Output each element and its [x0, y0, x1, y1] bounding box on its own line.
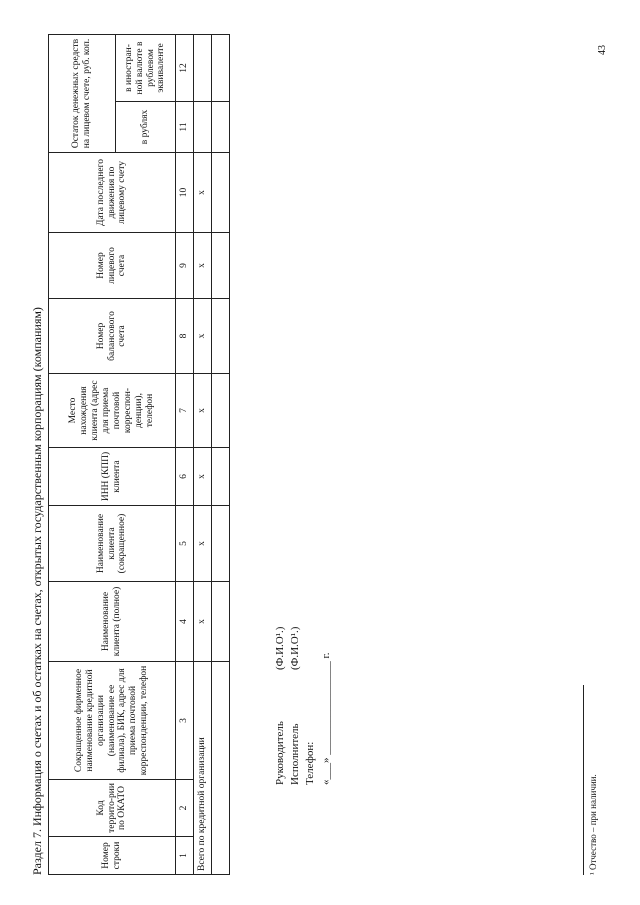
blank-cell [212, 448, 230, 506]
header-client-inn: ИНН (КПП) клиента [49, 448, 176, 506]
accounts-table [48, 34, 230, 875]
header-row [49, 34, 116, 874]
blank-cell [212, 299, 230, 374]
total-mark: x [194, 299, 212, 374]
header-client-short-name: Наименование клиента (сокращенное) [49, 506, 176, 582]
column-numbers-row [176, 34, 194, 874]
total-mark: x [194, 233, 212, 299]
date-line: «___» _________________ г. [320, 652, 332, 785]
blank-row [212, 34, 230, 874]
total-cell-empty [194, 102, 212, 153]
total-mark: x [194, 506, 212, 582]
column-number: 1 [176, 837, 194, 875]
column-number: 10 [176, 153, 194, 233]
header-client-full-name: Наименование клиента (полное) [49, 582, 176, 662]
executor-fio: (Ф.И.О¹.) [289, 626, 301, 670]
head-fio: (Ф.И.О¹.) [274, 626, 286, 670]
footnote-divider [583, 685, 584, 875]
footnote: ¹ Отчество – при наличии. [588, 774, 598, 875]
blank-cell [212, 506, 230, 582]
header-balance-group: Остаток денежных средств на лицевом счете, руб. коп. [49, 34, 116, 152]
header-line-number: Номер строки [49, 837, 176, 875]
column-number: 5 [176, 506, 194, 582]
head-label: Руководитель [274, 721, 286, 785]
total-row-label: Всего по кредитной организации [194, 662, 212, 875]
executor-label: Исполнитель [289, 723, 301, 785]
blank-cell [212, 582, 230, 662]
header-personal-account: Номер лицевого счета [49, 233, 176, 299]
page-number: 43 [597, 45, 608, 55]
header-balance-foreign: в иностран-ной валюте в рублевом эквиваленте [116, 34, 176, 101]
blank-cell [212, 233, 230, 299]
header-balance-account: Номер балансового счета [49, 299, 176, 374]
column-number: 9 [176, 233, 194, 299]
section-title: Раздел 7. Информация о счетах и об остатках на счетах, открытых государственным корпорациям (компаниям) [30, 307, 44, 875]
blank-cell [212, 662, 230, 875]
header-bank-name: Сокращенное фирменное наименование кредитной организации (наименование ее филиала), БИК, адрес для приема почтовой корреспонденции, телефон [49, 662, 176, 780]
column-number: 11 [176, 102, 194, 153]
table-container [48, 35, 230, 875]
column-number: 8 [176, 299, 194, 374]
blank-cell [212, 34, 230, 101]
header-client-address: Место нахождения клиента (адрес для приема почтовой корреспон-денции), телефон [49, 374, 176, 448]
header-okato-code: Код террито-рии по ОКАТО [49, 780, 176, 837]
column-number: 12 [176, 34, 194, 101]
blank-cell [212, 153, 230, 233]
column-number: 3 [176, 662, 194, 780]
total-cell-empty [194, 34, 212, 101]
blank-cell [212, 374, 230, 448]
column-number: 7 [176, 374, 194, 448]
total-mark: x [194, 153, 212, 233]
column-number: 6 [176, 448, 194, 506]
phone-label: Телефон: [304, 741, 316, 785]
blank-cell [212, 102, 230, 153]
column-number: 2 [176, 780, 194, 837]
column-number: 4 [176, 582, 194, 662]
header-balance-rub: в рублях [116, 102, 176, 153]
total-mark: x [194, 374, 212, 448]
total-row [194, 34, 212, 874]
total-mark: x [194, 582, 212, 662]
header-last-movement-date: Дата последнего движения по лицевому счету [49, 153, 176, 233]
total-mark: x [194, 448, 212, 506]
